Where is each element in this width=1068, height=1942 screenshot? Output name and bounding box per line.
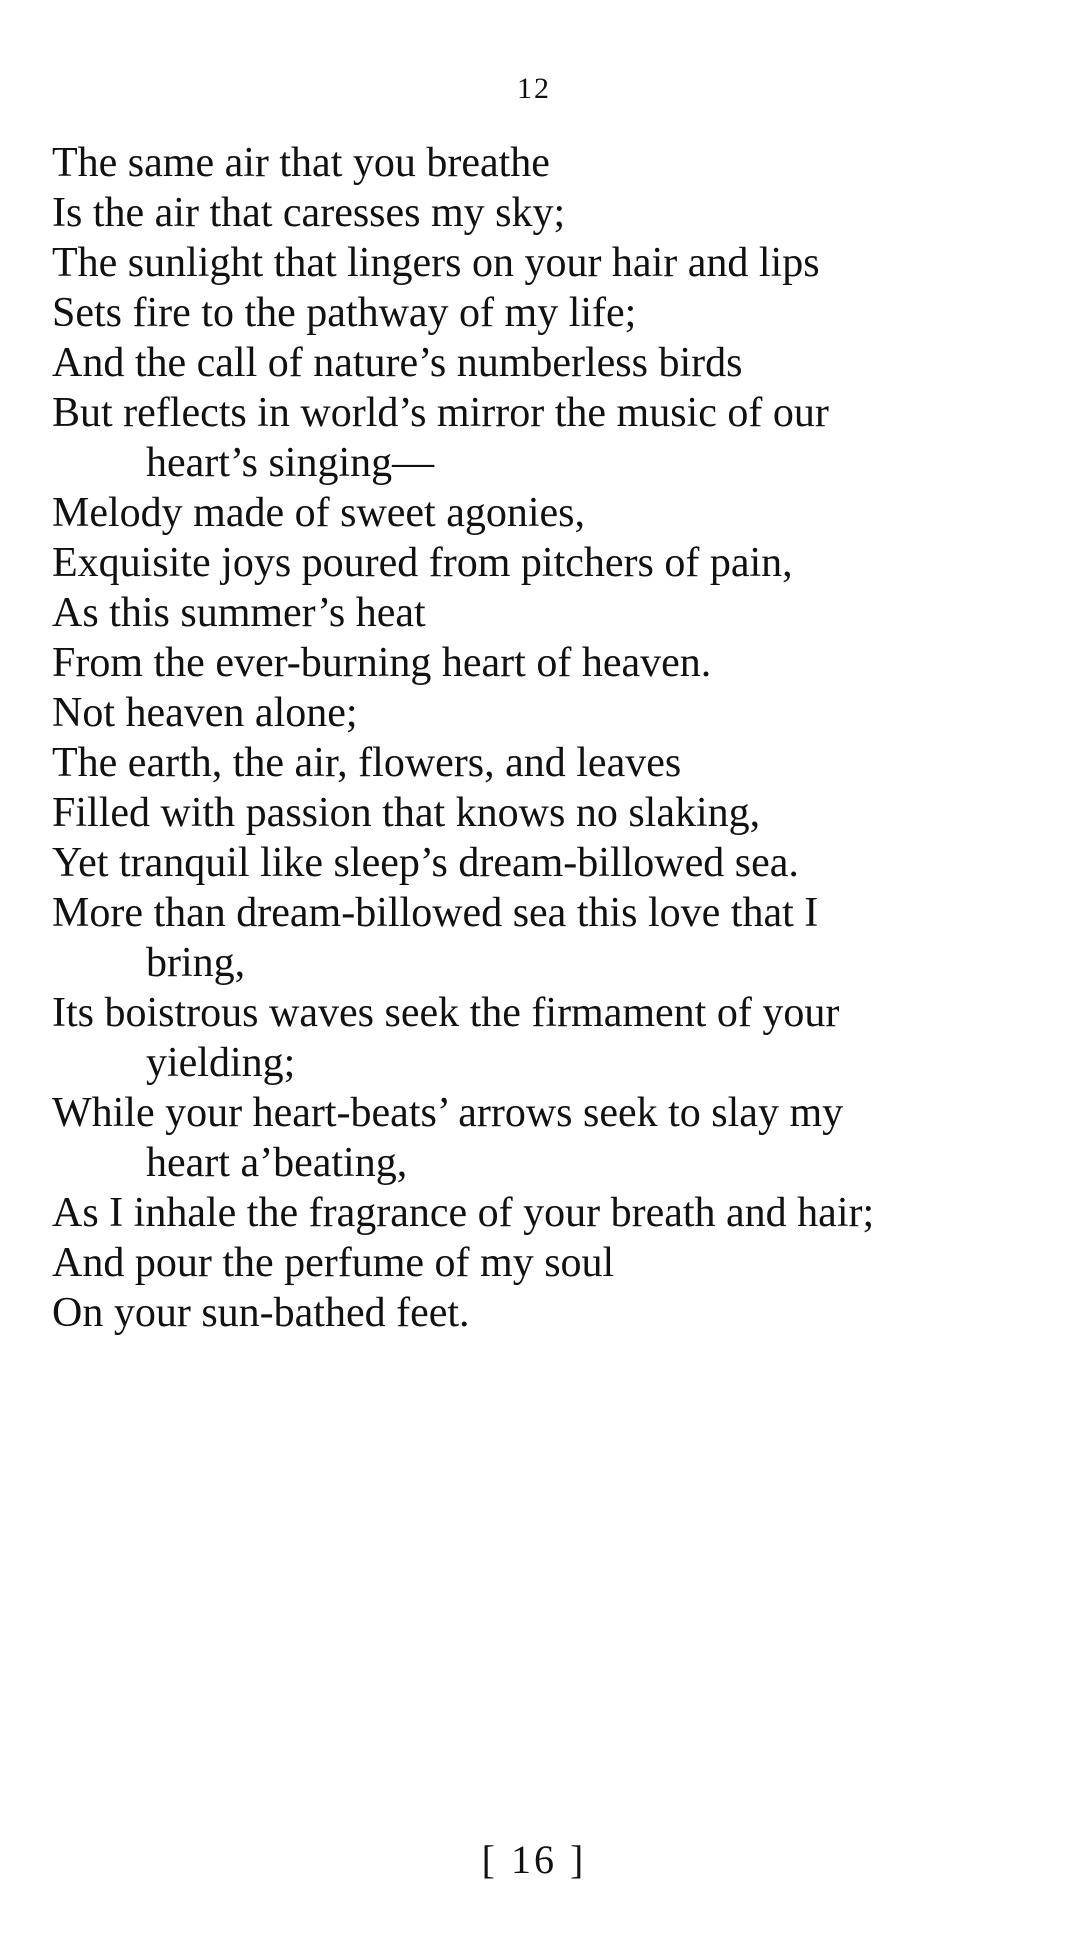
poem-line: The sunlight that lingers on your hair and lips bbox=[52, 240, 820, 286]
poem-line: And pour the perfume of my soul bbox=[52, 1240, 615, 1286]
poem-line: Yet tranquil like sleep’s dream-billowed sea. bbox=[52, 840, 799, 886]
poem-line: But reflects in world’s mirror the music of our bbox=[52, 390, 829, 436]
poem bbox=[52, 138, 1032, 1338]
poem-line: Filled with passion that knows no slaking, bbox=[52, 790, 761, 836]
poem-line: As this summer’s heat bbox=[52, 590, 426, 636]
poem-line: The same air that you breathe bbox=[52, 140, 550, 186]
poem-line-continuation: yielding; bbox=[146, 1040, 296, 1086]
poem-line: From the ever-burning heart of heaven. bbox=[52, 640, 712, 686]
poem-line: While your heart-beats’ arrows seek to slay my bbox=[52, 1090, 844, 1136]
poem-line: More than dream-billowed sea this love that I bbox=[52, 890, 819, 936]
poem-line: Its boistrous waves seek the firmament of your bbox=[52, 990, 840, 1036]
poem-line-continuation: heart a’beating, bbox=[146, 1140, 408, 1186]
poem-line: Exquisite joys poured from pitchers of pain, bbox=[52, 540, 793, 586]
poem-line: Is the air that caresses my sky; bbox=[52, 190, 566, 236]
poem-line: Sets fire to the pathway of my life; bbox=[52, 290, 637, 336]
page-number: [ 16 ] bbox=[481, 1837, 587, 1882]
poem-line: Not heaven alone; bbox=[52, 690, 358, 736]
poem-line: Melody made of sweet agonies, bbox=[52, 490, 586, 536]
poem-line-continuation: heart’s singing— bbox=[146, 440, 435, 486]
section-number: 12 bbox=[517, 72, 551, 105]
poem-line: And the call of nature’s numberless birds bbox=[52, 340, 743, 386]
poem-line: As I inhale the fragrance of your breath and hair; bbox=[52, 1190, 875, 1236]
poem-line-continuation: bring, bbox=[146, 940, 246, 986]
poem-line: On your sun-bathed feet. bbox=[52, 1290, 470, 1336]
poem-line: The earth, the air, flowers, and leaves bbox=[52, 740, 682, 786]
